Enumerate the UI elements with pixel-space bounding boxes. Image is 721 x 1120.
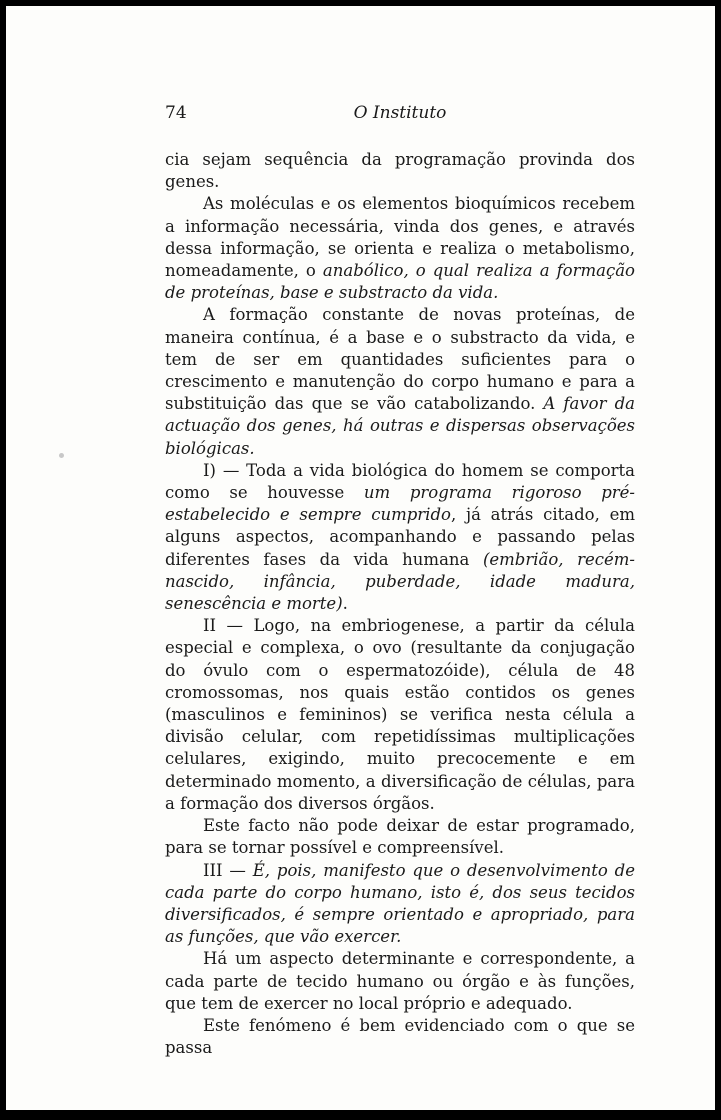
paragraph-5: II — Logo, na embriogenese, a partir da célula especial e complexa, o ovo (resultante da conjugação do óvulo com o espermatozóide), célula de 48 cromossomas, nos quais estão contidos os genes (masculinos e femininos) se verifica nesta célula a divisão celular, com repetidíssimas multiplicações celulares, exigindo, muito precocemente e em determinado momento, a diversificação de células, para a formação dos diversos órgãos. bbox=[165, 616, 635, 813]
paragraph-4-text-c: , já atrás citado, em alguns aspectos, acompanhando e passando pelas diferentes fases da vida humana bbox=[165, 505, 635, 569]
page-header bbox=[165, 103, 635, 129]
paragraph-4-text-a: I) — Toda a vida biológica do homem se comporta como se houvesse bbox=[165, 460, 635, 503]
paragraph-3-italic: A favor da actuação dos genes, há outras e dispersas observações biológicas. bbox=[165, 394, 635, 458]
paragraph-7-italic: É, pois, manifesto que o desenvolvimento de cada parte do corpo humano, isto é, dos seus tecidos diversificados, é sempre orientado e apropriado, para as funções, que vão exercer. bbox=[165, 860, 636, 947]
paragraph-2-italic: anabólico, o qual realiza a formação de proteínas, base e substracto da vida. bbox=[165, 261, 635, 303]
paragraph-1: cia sejam sequência da programação provinda dos genes. bbox=[165, 150, 635, 192]
paragraph-4-italic-b: um programa rigoroso pré-estabelecido e sempre cumprido bbox=[165, 483, 635, 525]
running-title: O Instituto bbox=[353, 103, 447, 123]
paragraph-3-text: A formação constante de novas proteínas, de maneira contínua, é a base e o substracto da vida, e tem de ser em quantidades suficientes para o crescimento e manutenção do corpo humano e para a substituição das que se vão catabolizando. bbox=[165, 305, 635, 414]
paragraph-4-italic-d: (embrião, recém-nascido, infância, puberdade, idade madura, senescência e morte) bbox=[165, 549, 635, 614]
book-page bbox=[6, 6, 715, 1110]
margin-mark bbox=[59, 453, 64, 458]
paragraph-3 bbox=[165, 304, 635, 459]
paragraph-2 bbox=[165, 193, 635, 304]
paragraph-7-text: III — bbox=[203, 860, 253, 880]
paragraph-8: Há um aspecto determinante e correspondente, a cada parte de tecido humano ou órgão e às funções, que tem de exercer no local próprio e adequado. bbox=[165, 949, 635, 1013]
paragraph-2-text: As moléculas e os elementos bioquímicos recebem a informação necessária, vinda dos genes, e através dessa informação, se orienta e realiza o metabolismo, nomeadamente, o bbox=[165, 194, 635, 281]
paragraph-9: Este fenómeno é bem evidenciado com o que se passa bbox=[165, 1015, 635, 1058]
page-number: 74 bbox=[165, 103, 187, 123]
paragraph-7 bbox=[165, 860, 635, 949]
paragraph-6: Este facto não pode deixar de estar programado, para se tornar possível e compreensível. bbox=[165, 816, 635, 858]
body-text bbox=[165, 149, 635, 1059]
paragraph-4-text-e: . bbox=[342, 594, 348, 614]
paragraph-4 bbox=[165, 460, 635, 615]
